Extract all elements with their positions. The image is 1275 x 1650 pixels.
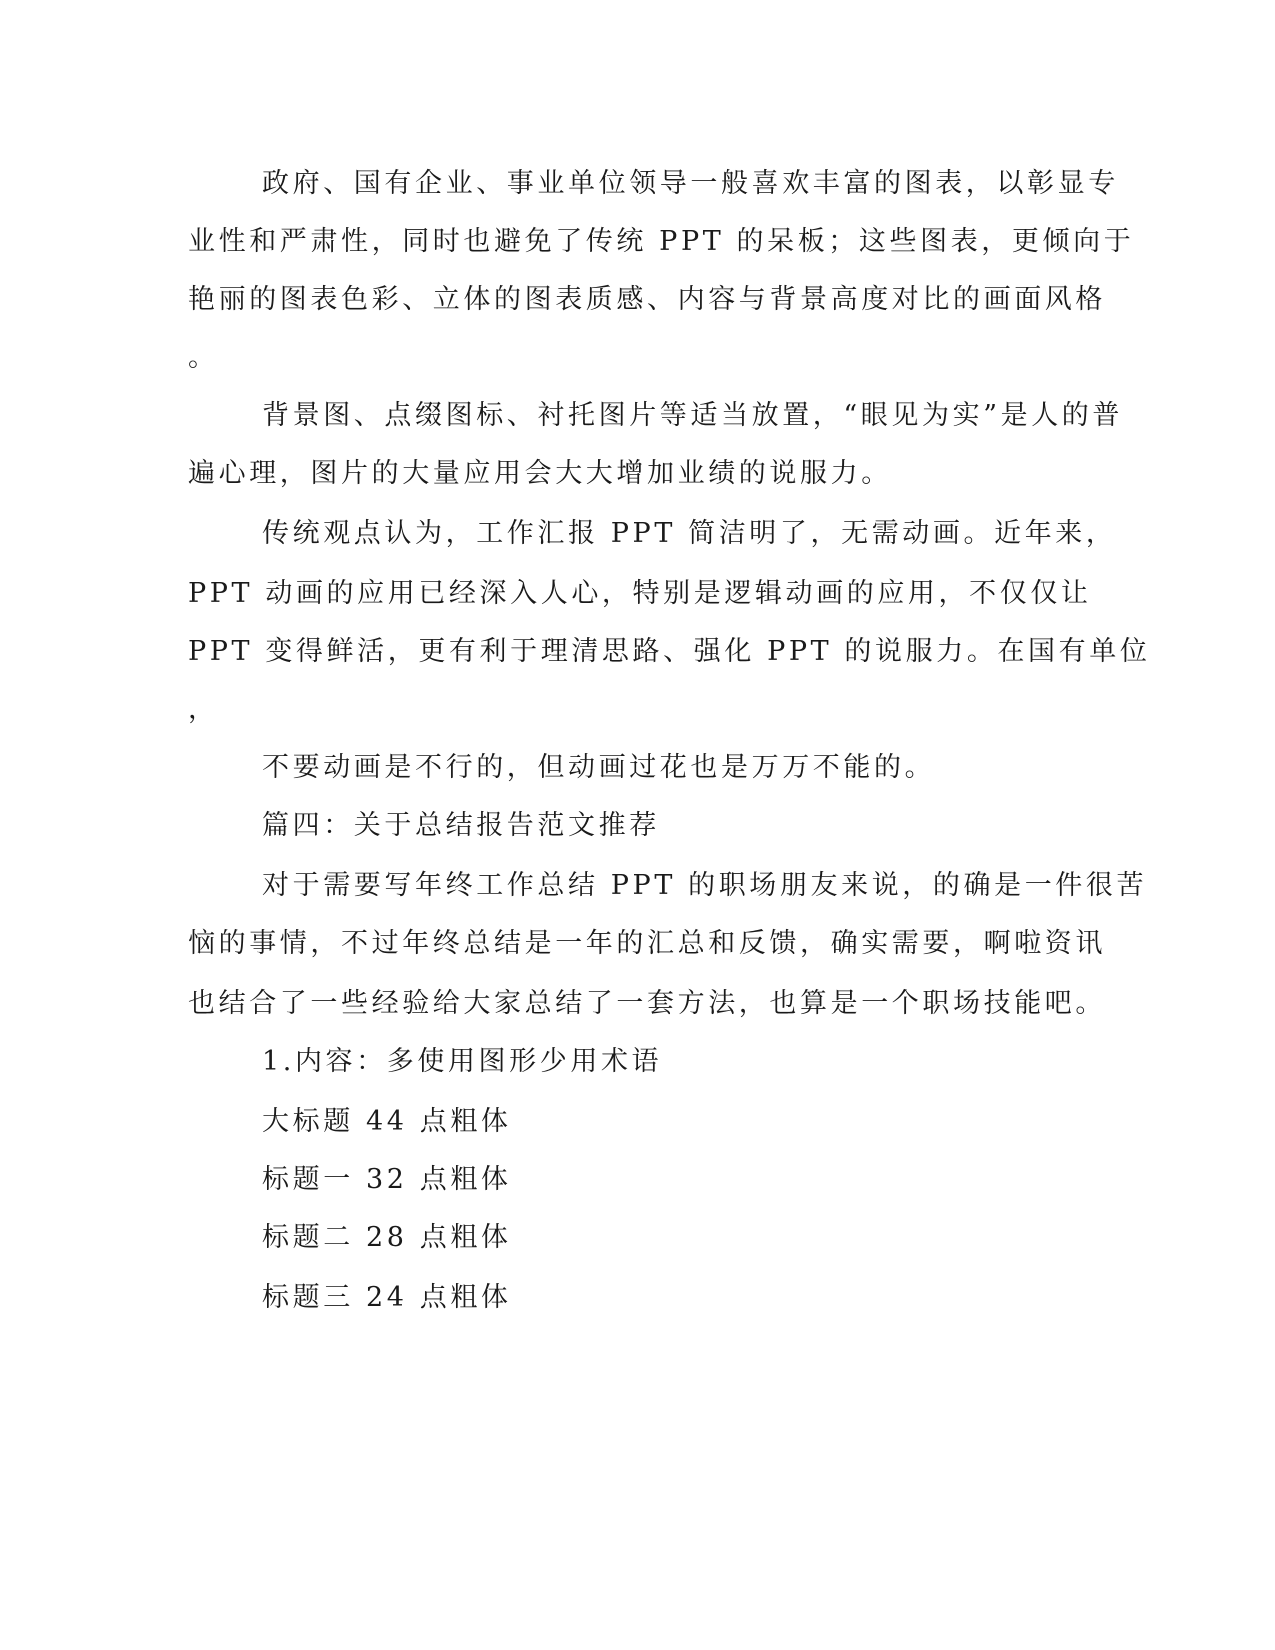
list-item: 标题二 28 点粗体: [262, 1222, 512, 1253]
paragraph-line: 。: [188, 342, 219, 373]
paragraph-line: 遍心理，图片的大量应用会大大增加业绩的说服力。: [188, 458, 892, 489]
paragraph-line: PPT 动画的应用已经深入人心，特别是逻辑动画的应用，不仅仅让: [188, 578, 1092, 609]
paragraph-line: 政府、国有企业、事业单位领导一般喜欢丰富的图表，以彰显专: [262, 168, 1119, 199]
list-item: 大标题 44 点粗体: [262, 1106, 512, 1137]
paragraph-line: 艳丽的图表色彩、立体的图表质感、内容与背景高度对比的画面风格: [188, 284, 1106, 315]
paragraph-line: 不要动画是不行的，但动画过花也是万万不能的。: [262, 752, 936, 783]
paragraph-line: 也结合了一些经验给大家总结了一套方法，也算是一个职场技能吧。: [188, 988, 1106, 1019]
list-item: 标题三 24 点粗体: [262, 1282, 512, 1313]
paragraph-line: 恼的事情，不过年终总结是一年的汇总和反馈，确实需要，啊啦资讯: [188, 928, 1106, 959]
list-item: 1.内容：多使用图形少用术语: [262, 1046, 663, 1077]
paragraph-line: 对于需要写年终工作总结 PPT 的职场朋友来说，的确是一件很苦: [262, 870, 1148, 901]
section-heading: 篇四：关于总结报告范文推荐: [262, 810, 660, 841]
paragraph-line: PPT 变得鲜活，更有利于理清思路、强化 PPT 的说服力。在国有单位: [188, 636, 1151, 667]
paragraph-line: ，: [188, 694, 219, 725]
list-item: 标题一 32 点粗体: [262, 1164, 512, 1195]
paragraph-line: 传统观点认为，工作汇报 PPT 简洁明了，无需动画。近年来，: [262, 518, 1117, 549]
paragraph-line: 背景图、点缀图标、衬托图片等适当放置，“眼见为实”是人的普: [262, 400, 1124, 431]
paragraph-line: 业性和严肃性，同时也避免了传统 PPT 的呆板；这些图表，更倾向于: [188, 226, 1135, 257]
